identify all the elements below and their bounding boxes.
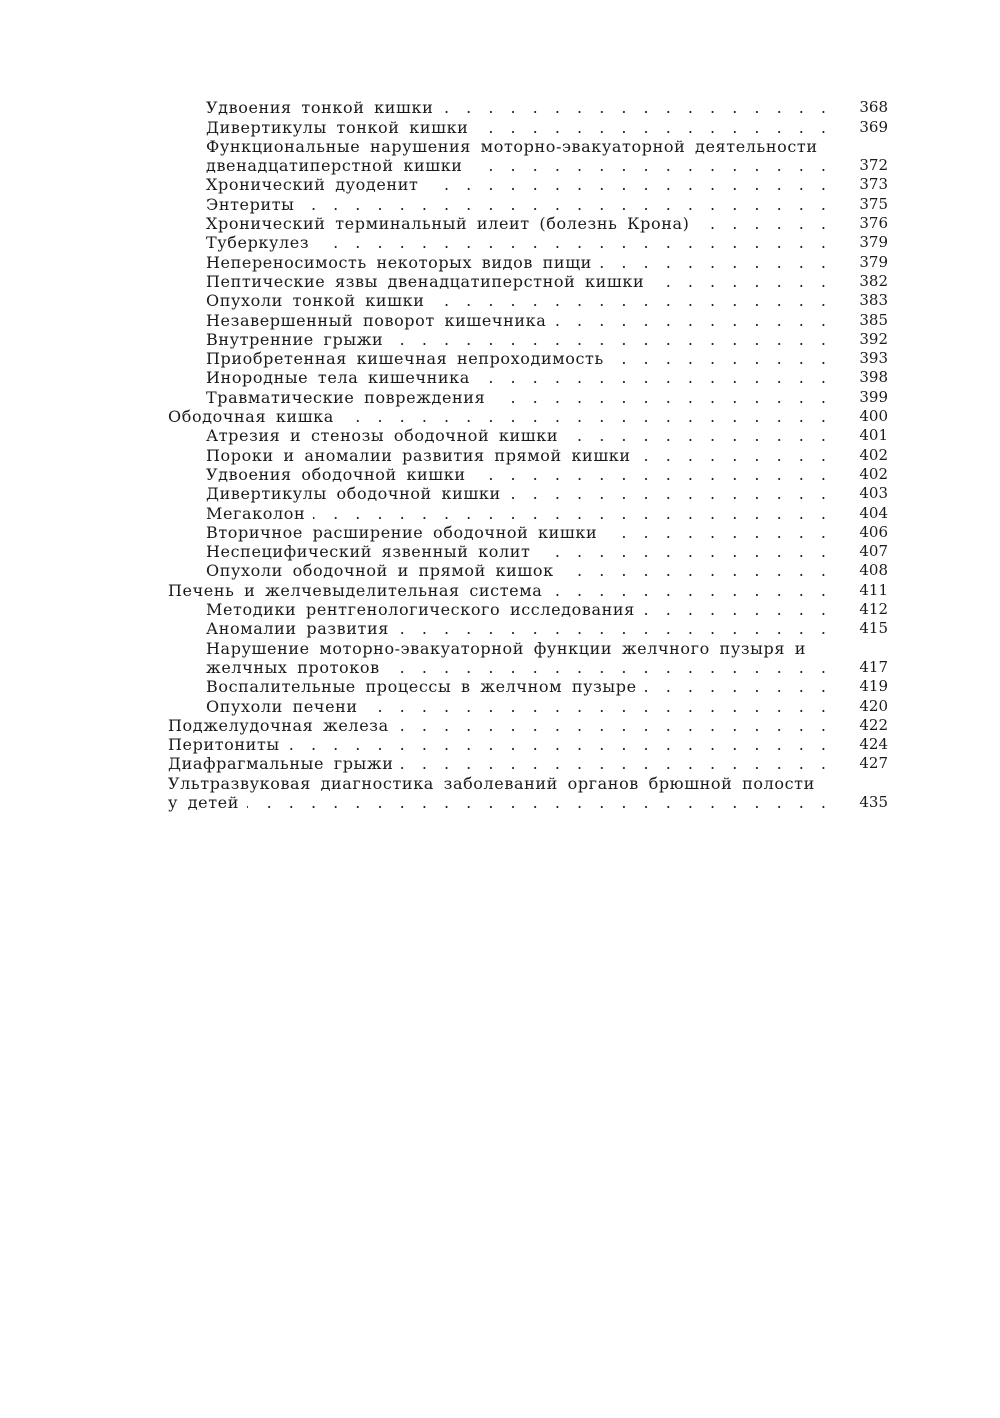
toc-entry-title-wrap: [168, 388, 830, 407]
toc-entry: [168, 561, 888, 580]
toc-entry: [168, 233, 888, 252]
toc-entry: [168, 677, 888, 696]
toc-entry-title-wrap: [168, 561, 830, 580]
toc-entry-title: Удвоения тонкой кишки: [206, 98, 434, 118]
toc-entry-title: Опухоли тонкой кишки: [206, 291, 425, 311]
toc-entry-title-wrap: [168, 137, 830, 156]
dot-leader: [639, 446, 826, 465]
toc-page-number: 402: [859, 445, 888, 464]
toc-page-number: 379: [859, 233, 888, 252]
toc-entry-title-wrap: [168, 253, 830, 272]
toc-entry: [168, 387, 888, 406]
toc-page-number: 415: [859, 619, 888, 638]
toc-entry-title-wrap: [168, 446, 830, 465]
toc-entry-title-wrap: [168, 195, 830, 214]
toc-entry-title: двенадцатиперстной кишки: [206, 156, 463, 176]
toc-entry-title: Методики рентгенологического исследования: [206, 600, 635, 620]
toc-entry-title: Дивертикулы ободочной кишки: [206, 484, 501, 504]
toc-entry-title-wrap: [168, 619, 830, 638]
toc-entry-title-wrap: [168, 214, 830, 233]
toc-entry-title-wrap: [168, 658, 830, 677]
toc-entry: [168, 252, 888, 271]
toc-page-number: 402: [859, 464, 888, 483]
dot-leader: [388, 658, 826, 677]
toc-entry-title-wrap: [168, 677, 830, 696]
toc-entry-title: Ободочная кишка: [168, 407, 334, 427]
toc-entry-title: Неспецифический язвенный колит: [206, 542, 531, 562]
toc-entry: [168, 523, 888, 542]
table-of-contents: [168, 98, 888, 812]
toc-page-number: 408: [859, 561, 888, 580]
dot-leader: [478, 368, 826, 387]
toc-page-number: 373: [859, 175, 888, 194]
toc-entry-title-wrap: [168, 330, 830, 349]
toc-entry-title: Опухоли ободочной и прямой кишок: [206, 561, 554, 581]
toc-entry-title-wrap: [168, 426, 830, 445]
toc-entry: [168, 580, 888, 599]
toc-entry-title-wrap: [168, 716, 830, 735]
toc-entry-title-wrap: [168, 754, 830, 773]
toc-entry: [168, 137, 888, 156]
toc-entry-title: Инородные тела кишечника: [206, 368, 470, 388]
toc-entry: [168, 619, 888, 638]
dot-leader: [366, 697, 826, 716]
toc-page-number: 435: [859, 792, 888, 811]
toc-entry-title: Воспалительные процессы в желчном пузыре: [206, 677, 637, 697]
toc-page-number: 372: [859, 156, 888, 175]
toc-page-number: 407: [859, 542, 888, 561]
toc-page-number: 406: [859, 522, 888, 541]
dot-leader: [397, 716, 826, 735]
toc-entry-title: Нарушение моторно-эвакуаторной функции желчного пузыря и: [206, 638, 806, 658]
toc-entry: [168, 310, 888, 329]
toc-entry: [168, 98, 888, 117]
toc-entry: [168, 445, 888, 464]
dot-leader: [303, 195, 826, 214]
dot-leader: [433, 291, 827, 310]
toc-entry: [168, 716, 888, 735]
dot-leader: [426, 175, 826, 194]
toc-entry-title-wrap: [168, 774, 830, 793]
toc-entry-title: Пороки и аномалии развития прямой кишки: [206, 445, 631, 465]
dot-leader: [313, 504, 826, 523]
toc-entry-title: Туберкулез: [206, 233, 310, 253]
toc-entry-title-wrap: [168, 98, 830, 117]
toc-entry: [168, 117, 888, 136]
dot-leader: [471, 156, 826, 175]
toc-entry-title-wrap: [168, 523, 830, 542]
toc-entry-title-wrap: [168, 311, 830, 330]
toc-page-number: 398: [859, 368, 888, 387]
toc-page-number: 427: [859, 754, 888, 773]
dot-leader: [401, 754, 826, 773]
toc-page-number: 368: [859, 98, 888, 117]
toc-entry-title-wrap: [168, 368, 830, 387]
dot-leader: [391, 330, 826, 349]
toc-entry: [168, 426, 888, 445]
dot-leader: [697, 214, 826, 233]
toc-entry-title: Дивертикулы тонкой кишки: [206, 117, 469, 137]
toc-entry-title: Травматические повреждения: [206, 387, 486, 407]
toc-entry-title-wrap: [168, 639, 830, 658]
toc-page-number: 412: [859, 600, 888, 619]
toc-page-number: 404: [859, 503, 888, 522]
dot-leader: [566, 426, 826, 445]
toc-entry-title-wrap: [168, 291, 830, 310]
toc-entry: [168, 735, 888, 754]
toc-entry-title-wrap: [168, 233, 830, 252]
toc-entry: [168, 754, 888, 773]
toc-entry-title-wrap: [168, 581, 830, 600]
dot-leader: [643, 600, 826, 619]
dot-leader: [288, 735, 826, 754]
toc-page-number: 369: [859, 117, 888, 136]
toc-entry: [168, 175, 888, 194]
dot-leader: [493, 388, 826, 407]
toc-page-number: 376: [859, 214, 888, 233]
toc-page-number: 393: [859, 349, 888, 368]
toc-entry: [168, 214, 888, 233]
toc-entry-title: Печень и желчевыделительная система: [168, 580, 543, 600]
toc-entry: [168, 465, 888, 484]
dot-leader: [397, 619, 826, 638]
dot-leader: [562, 561, 826, 580]
dot-leader: [652, 272, 826, 291]
toc-entry-title: Опухоли печени: [206, 696, 358, 716]
toc-entry: [168, 407, 888, 426]
dot-leader: [600, 253, 826, 272]
dot-leader: [441, 98, 826, 117]
toc-entry-title: Вторичное расширение ободочной кишки: [206, 522, 598, 542]
dot-leader: [247, 793, 826, 812]
toc-entry-title: желчных протоков: [206, 657, 380, 677]
toc-page-number: 382: [859, 271, 888, 290]
toc-entry-title-wrap: [168, 697, 830, 716]
toc-page-number: 385: [859, 310, 888, 329]
toc-entry-title-wrap: [168, 793, 830, 812]
toc-entry-title-wrap: [168, 735, 830, 754]
toc-page-number: 399: [859, 387, 888, 406]
toc-entry: [168, 368, 888, 387]
dot-leader: [605, 523, 826, 542]
toc-entry-title-wrap: [168, 465, 830, 484]
dot-leader: [645, 677, 826, 696]
toc-page-number: 400: [859, 407, 888, 426]
toc-entry-title: Незавершенный поворот кишечника: [206, 310, 547, 330]
toc-entry-title-wrap: [168, 175, 830, 194]
toc-entry-title-wrap: [168, 504, 830, 523]
toc-page-number: 379: [859, 252, 888, 271]
toc-entry-title: Удвоения ободочной кишки: [206, 464, 466, 484]
toc-page-number: 392: [859, 329, 888, 348]
toc-page-number: 417: [859, 657, 888, 676]
toc-entry-title: Приобретенная кишечная непроходимость: [206, 349, 604, 369]
toc-entry-title: Функциональные нарушения моторно-эвакуаторной деятельности: [206, 136, 818, 156]
toc-page-number: 375: [859, 194, 888, 213]
toc-entry-title: Атрезия и стенозы ободочной кишки: [206, 426, 559, 446]
toc-entry-title: Аномалии развития: [206, 619, 389, 639]
toc-entry-title-wrap: [168, 484, 830, 503]
toc-entry-title: Хронический терминальный илеит (болезнь Крона): [206, 214, 690, 234]
toc-page-number: 424: [859, 735, 888, 754]
toc-entry-title-wrap: [168, 349, 830, 368]
toc-entry-title-wrap: [168, 542, 830, 561]
toc-entry-title: Непереносимость некоторых видов пищи: [206, 252, 592, 272]
toc-entry-title: Мегаколон: [206, 503, 306, 523]
toc-page-number: 420: [859, 696, 888, 715]
toc-entry-title: Ультразвуковая диагностика заболеваний органов брюшной полости: [168, 773, 815, 793]
dot-leader: [554, 311, 826, 330]
toc-entry: [168, 484, 888, 503]
toc-entry-title: у детей: [168, 792, 240, 812]
toc-page-number: 401: [859, 426, 888, 445]
toc-entry: [168, 330, 888, 349]
toc-page-number: 383: [859, 291, 888, 310]
toc-entry-title-wrap: [168, 600, 830, 619]
toc-entry-title: Перитониты: [168, 735, 280, 755]
toc-entry: [168, 773, 888, 792]
toc-entry-title: Хронический дуоденит: [206, 175, 419, 195]
toc-entry: [168, 156, 888, 175]
dot-leader: [342, 407, 826, 426]
toc-page-number: 419: [859, 677, 888, 696]
toc-entry: [168, 542, 888, 561]
toc-entry: [168, 696, 888, 715]
dot-leader: [550, 581, 826, 600]
toc-entry: [168, 349, 888, 368]
toc-entry: [168, 272, 888, 291]
toc-entry: [168, 291, 888, 310]
toc-entry-title: Внутренние грыжи: [206, 329, 384, 349]
toc-entry-title: Поджелудочная железа: [168, 715, 389, 735]
toc-entry: [168, 194, 888, 213]
toc-entry: [168, 503, 888, 522]
toc-entry-title: Энтериты: [206, 194, 295, 214]
toc-entry-title-wrap: [168, 118, 830, 137]
toc-entry: [168, 638, 888, 657]
toc-page-number: 411: [859, 580, 888, 599]
toc-entry-title-wrap: [168, 407, 830, 426]
dot-leader: [539, 542, 827, 561]
toc-entry: [168, 793, 888, 812]
toc-entry: [168, 600, 888, 619]
toc-entry-title-wrap: [168, 272, 830, 291]
toc-page-number: 422: [859, 715, 888, 734]
toc-page-number: 403: [859, 484, 888, 503]
dot-leader: [509, 484, 826, 503]
dot-leader: [474, 465, 826, 484]
toc-entry-title-wrap: [168, 156, 830, 175]
toc-entry-title: Диафрагмальные грыжи: [168, 754, 394, 774]
dot-leader: [476, 118, 826, 137]
dot-leader: [612, 349, 826, 368]
toc-entry-title: Пептические язвы двенадцатиперстной кишки: [206, 271, 645, 291]
toc-entry: [168, 658, 888, 677]
dot-leader: [317, 233, 826, 252]
